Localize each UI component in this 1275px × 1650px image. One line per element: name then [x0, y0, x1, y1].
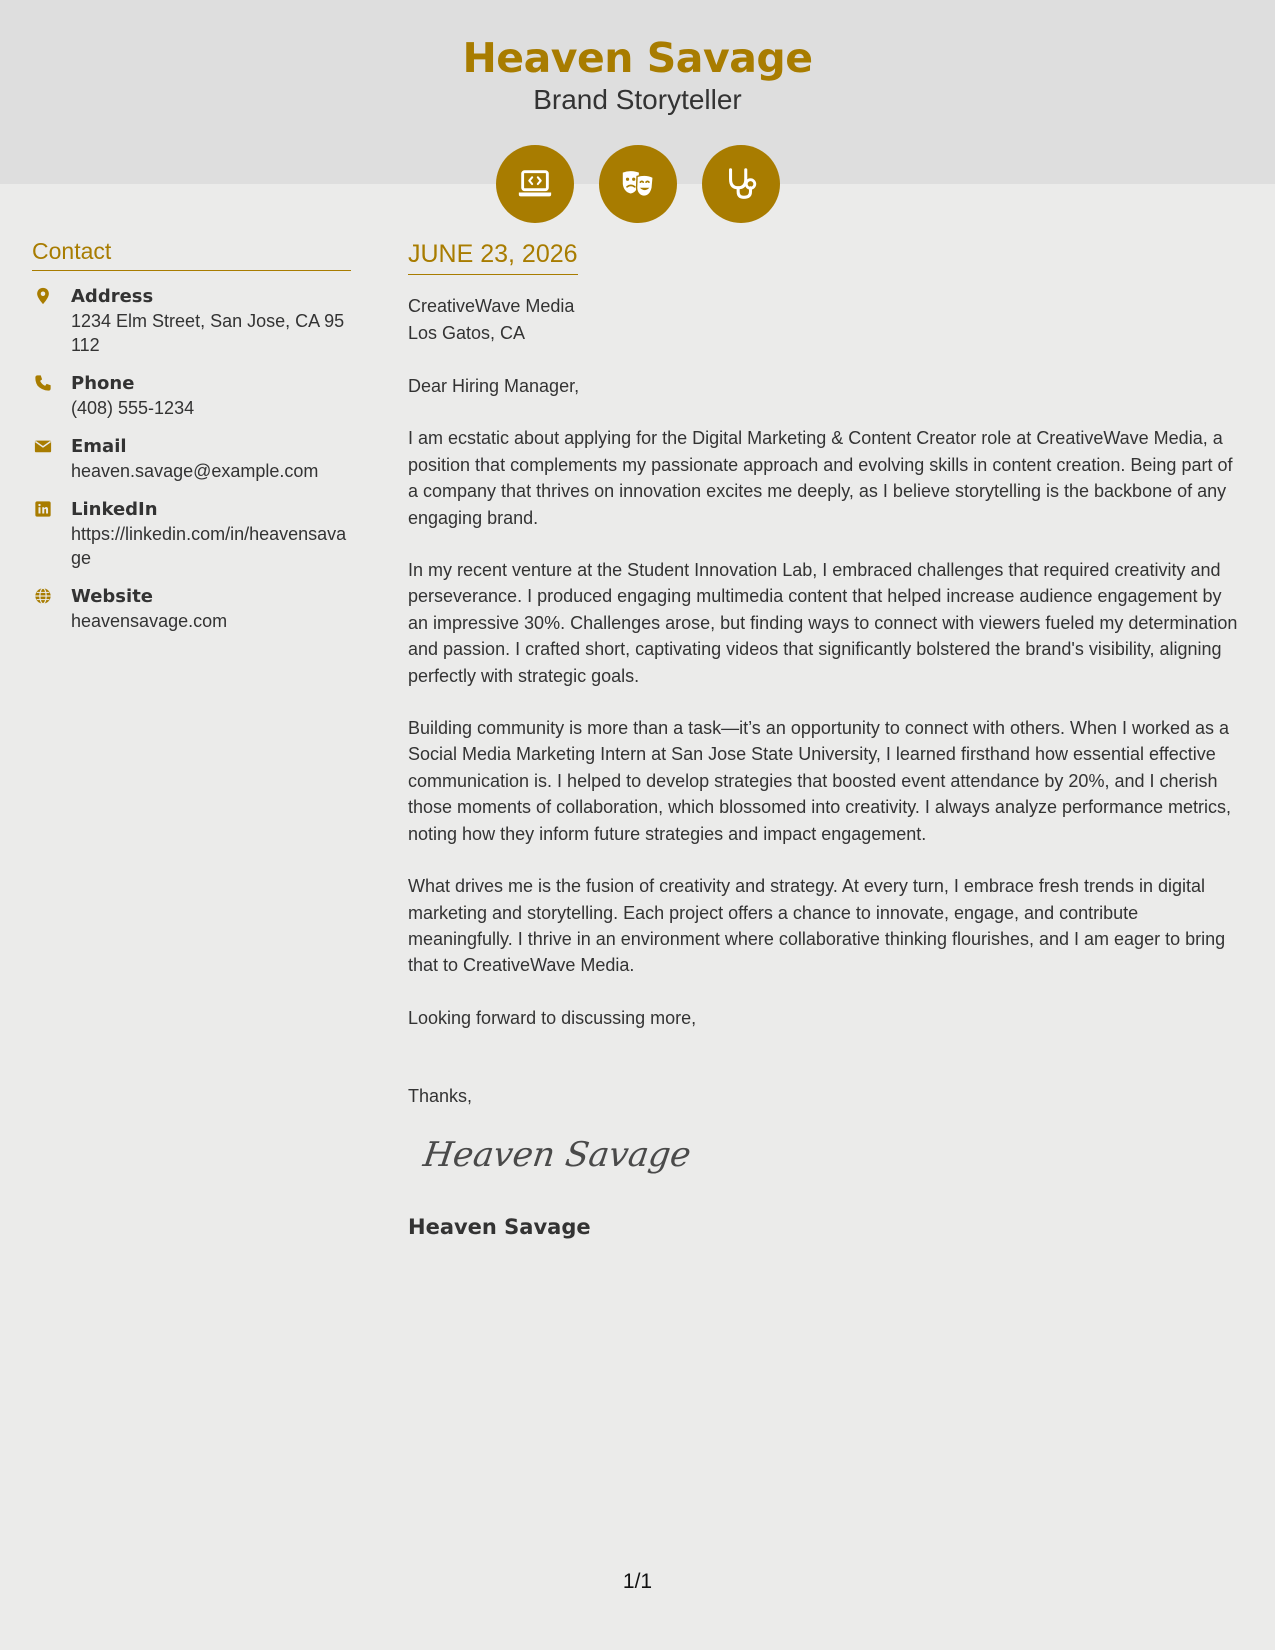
applicant-name: Heaven Savage: [462, 34, 813, 82]
contact-sidebar: [32, 238, 351, 648]
phone-icon: [34, 374, 52, 392]
letter-date: JUNE 23, 2026: [408, 240, 578, 275]
page-number: 1/1: [622, 1570, 653, 1593]
contact-label: Phone: [71, 373, 135, 394]
contact-label: LinkedIn: [71, 499, 158, 520]
laptop-code-icon: [516, 165, 554, 203]
recipient-block: [408, 293, 1243, 347]
closing-line: Looking forward to discussing more,: [408, 1007, 697, 1028]
stethoscope-icon: [722, 165, 760, 203]
contact-value[interactable]: https://linkedin.com/in/heavensavage: [71, 524, 347, 568]
linkedin-icon: [34, 500, 52, 518]
body-paragraph: Building community is more than a task—it’s an opportunity to connect with others. When I worked as a Social Media Marketing Intern at San Jose State University, I learned firsthand how essential effective communication is. I helped to develop strategies that boosted event attendance by 20%, and I cherish those moments of collaboration, which blossomed into creativity. I always analyze performance metrics, noting how they inform future strategies and impact engagement.: [408, 718, 1232, 844]
contact-value: (408) 555-1234: [71, 398, 195, 418]
job-title: Brand Storyteller: [533, 84, 742, 115]
contact-value[interactable]: heavensavage.com: [71, 611, 228, 631]
map-pin-icon: [34, 287, 52, 305]
interest-icons: [0, 145, 1275, 223]
letter-body: [408, 240, 1243, 1239]
contact-heading: Contact: [32, 238, 351, 271]
laptop-code-badge: [496, 145, 574, 223]
contact-label: Website: [71, 586, 154, 607]
body-paragraph: What drives me is the fusion of creativity and strategy. At every turn, I embrace fresh trends in digital marketing and storytelling. Each project offers a chance to innovate, engage, and contribute meaningfully. I thrive in an environment where collaborative thinking flourishes, and I am eager to bring that to CreativeWave Media.: [408, 876, 1226, 976]
contact-website: [32, 585, 351, 633]
contact-address: [32, 285, 351, 357]
theater-masks-icon: [619, 165, 657, 203]
contact-value: heaven.savage@example.com: [71, 461, 319, 481]
theater-masks-badge: [599, 145, 677, 223]
signer-name: Heaven Savage: [408, 1214, 591, 1239]
svg-text:Heaven Savage: Heaven Savage: [420, 1134, 694, 1175]
body-paragraph: I am ecstatic about applying for the Digital Marketing & Content Creator role at CreativeWave Media, a position that complements my passionate approach and evolving skills in content creation. Being part of a company that thrives on innovation excites me deeply, as I believe storytelling is the backbone of any engaging brand.: [408, 428, 1233, 528]
stethoscope-badge: [702, 145, 780, 223]
recipient-location: Los Gatos, CA: [408, 323, 526, 343]
contact-linkedin: [32, 498, 351, 570]
contact-phone: [32, 372, 351, 420]
thanks-line: Thanks,: [408, 1086, 473, 1107]
contact-label: Address: [71, 286, 154, 307]
recipient-company: CreativeWave Media: [408, 296, 575, 316]
salutation: Dear Hiring Manager,: [408, 376, 580, 396]
handwritten-signature: [420, 1124, 694, 1184]
envelope-icon: [34, 437, 52, 455]
contact-value: 1234 Elm Street, San Jose, CA 95112: [71, 311, 345, 355]
contact-email: [32, 435, 351, 483]
globe-icon: [34, 587, 52, 605]
body-paragraph: In my recent venture at the Student Innovation Lab, I embraced challenges that required creativity and perseverance. I produced engaging multimedia content that helped increase audience engagement by an impressive 30%. Challenges arose, but finding ways to connect with viewers fueled my determination and passion. I crafted short, captivating videos that significantly bolstered the brand's visibility, aligning perfectly with strategic goals.: [408, 560, 1238, 686]
contact-label: Email: [71, 436, 127, 457]
